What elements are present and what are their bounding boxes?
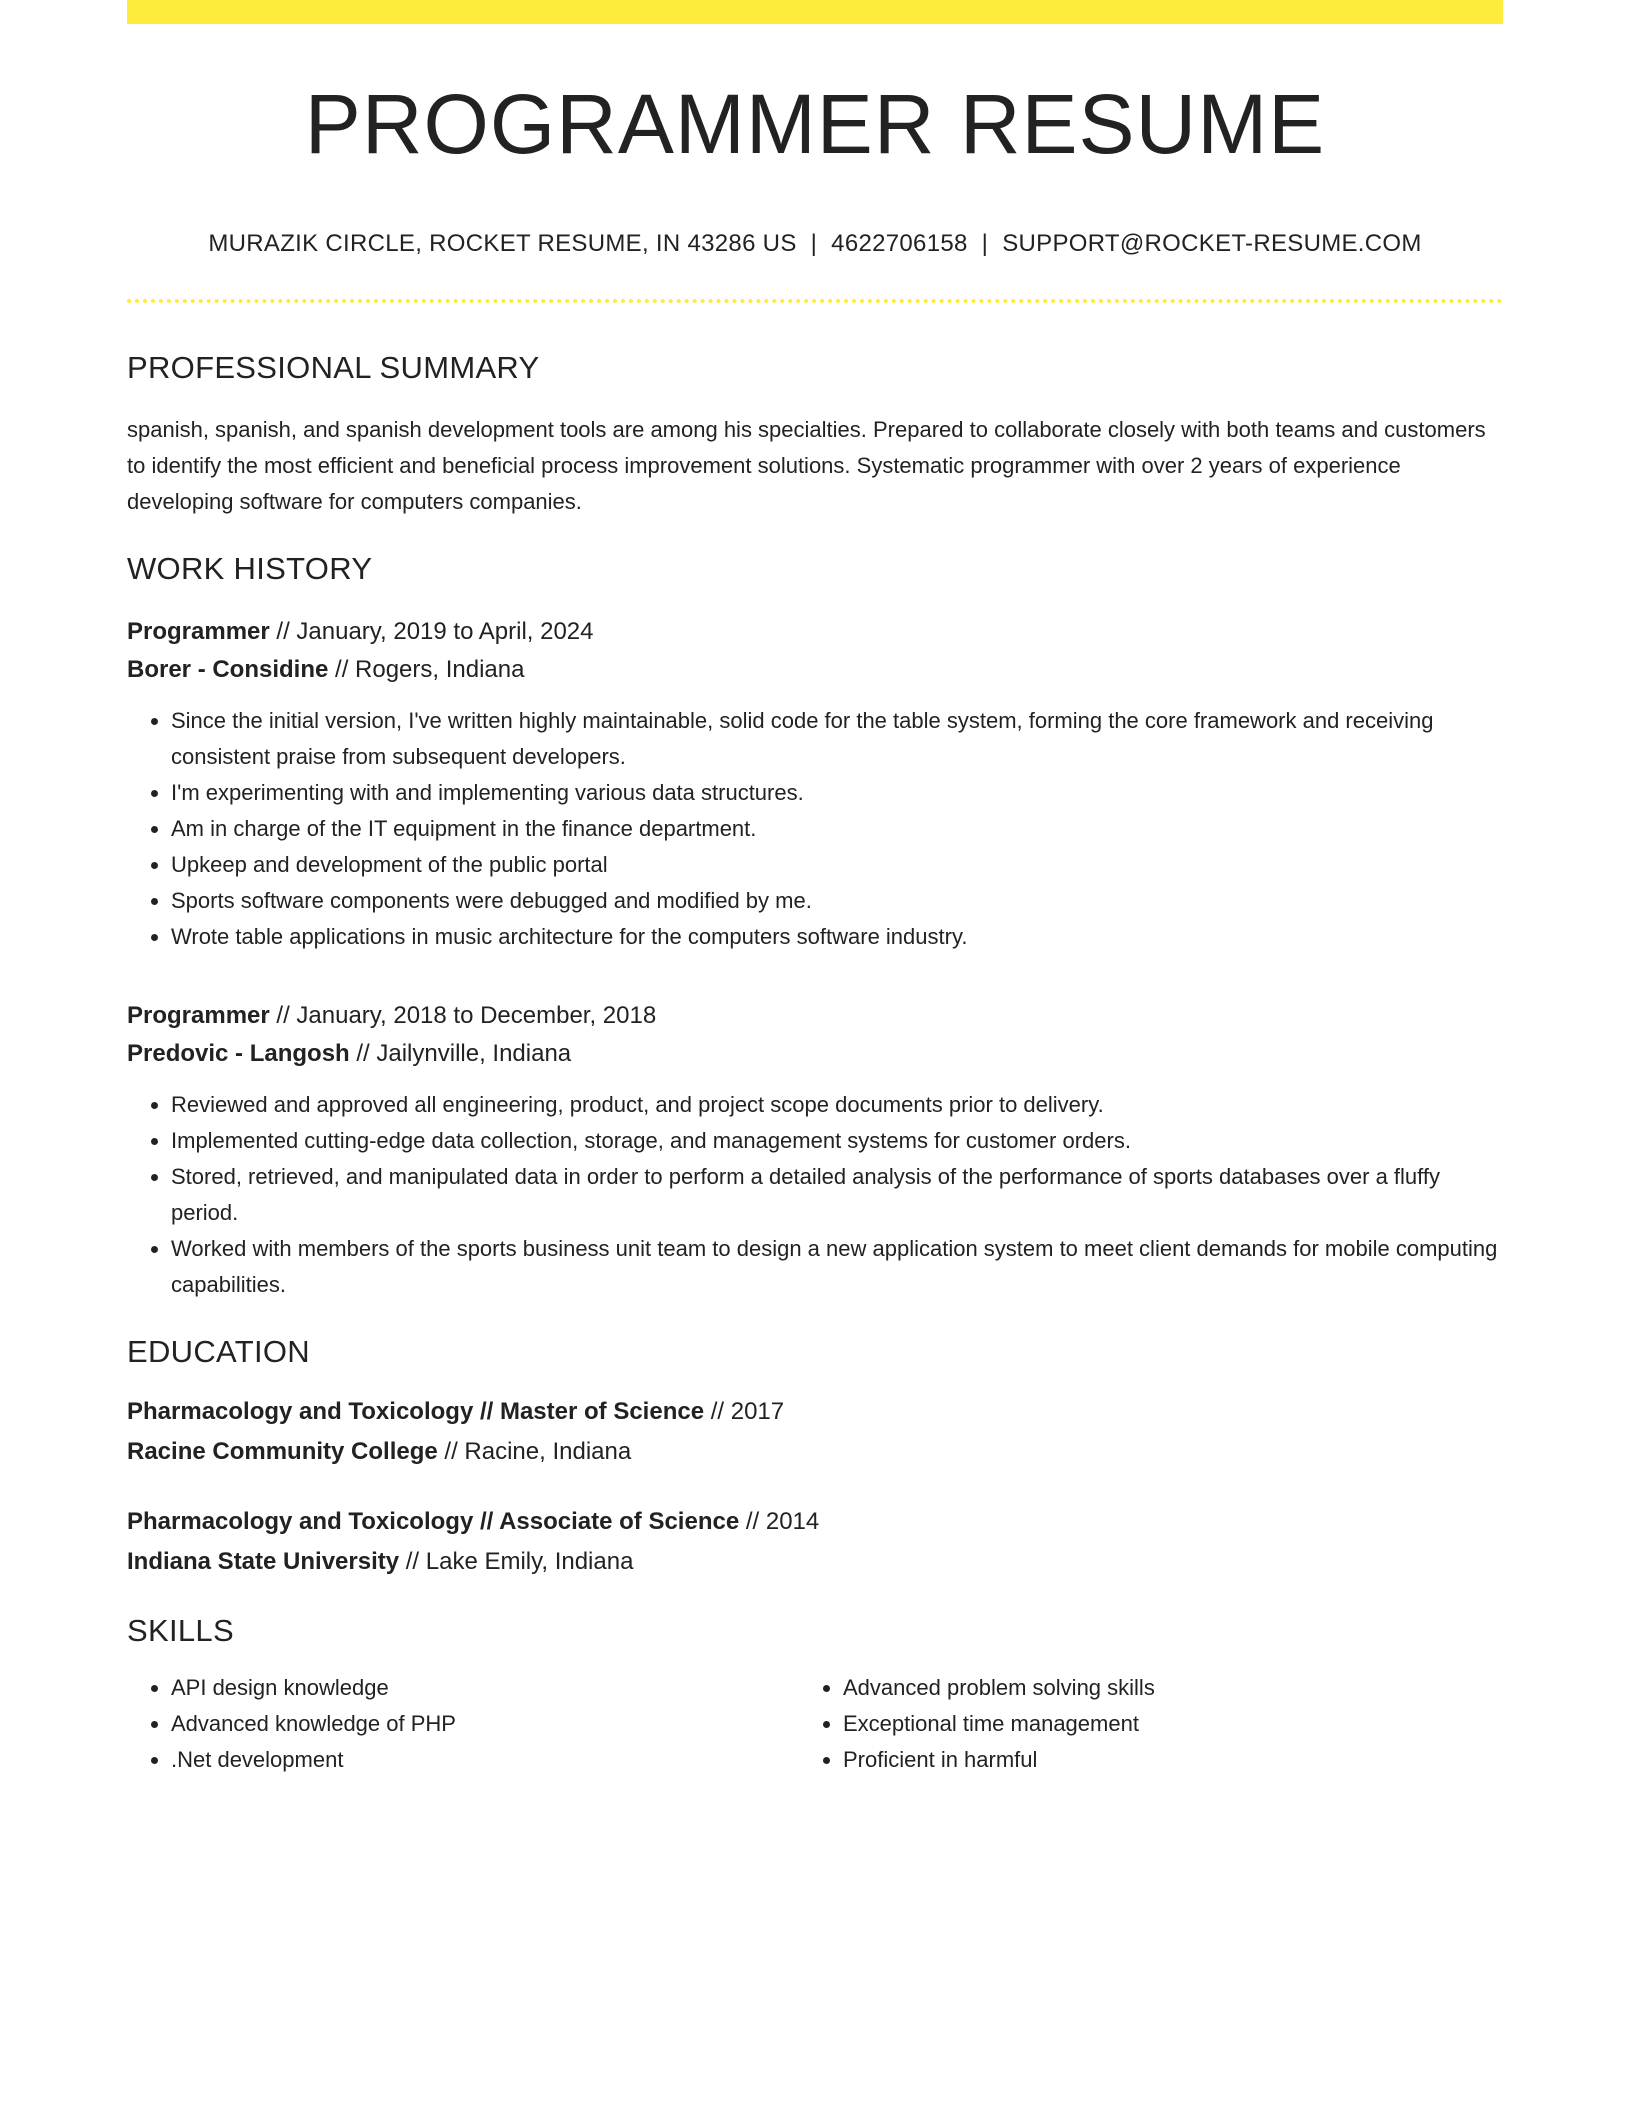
section-title-education: EDUCATION (127, 1334, 310, 1370)
job-bullet: • Stored, retrieved, and manipulated data in order to perform a detailed analysis of the performance of sports databases over a fluffy period. (171, 1159, 1503, 1231)
education-school-line (127, 1432, 1503, 1472)
education-school: Indiana State University (127, 1548, 400, 1576)
job-bullet: • Implemented cutting-edge data collection, storage, and management systems for customer orders. (171, 1123, 1503, 1159)
job-location: // Rogers, Indiana (328, 656, 525, 684)
contact-separator: | (810, 230, 818, 257)
section-title-summary: PROFESSIONAL SUMMARY (127, 349, 540, 385)
contact-phone: 4622706158 (831, 230, 968, 257)
job-bullet: • Sports software components were debugged and modified by me. (171, 883, 1503, 919)
job-company: Predovic - Langosh (127, 1040, 350, 1068)
contact-line (127, 230, 1503, 259)
job-entry (127, 613, 1503, 955)
job-role: Programmer (127, 618, 270, 646)
job-bullet: • Upkeep and development of the public portal (171, 847, 1503, 883)
skill-item: • Proficient in harmful (843, 1742, 1471, 1778)
skill-item: • Advanced problem solving skills (843, 1670, 1471, 1706)
education-school-line (127, 1542, 1503, 1582)
education-entry (127, 1502, 1503, 1582)
education-year: // 2014 (739, 1508, 820, 1536)
resume-title: PROGRAMMER RESUME (304, 77, 1326, 171)
job-dates: // January, 2019 to April, 2024 (269, 618, 594, 646)
job-entry (127, 997, 1503, 1303)
job-header (127, 997, 1503, 1035)
job-employer (127, 1035, 1503, 1073)
job-bullet: • I'm experimenting with and implementing various data structures. (171, 775, 1503, 811)
job-location: // Jailynville, Indiana (349, 1040, 572, 1068)
education-degree: Pharmacology and Toxicology // Master of Science (127, 1398, 705, 1426)
job-company: Borer - Considine (127, 656, 329, 684)
education-year: // 2017 (704, 1398, 785, 1426)
contact-address: MURAZIK CIRCLE, ROCKET RESUME, IN 43286 US (208, 230, 797, 257)
job-bullet: • Worked with members of the sports business unit team to design a new application system to meet client demands for mobile computing capabilities. (171, 1231, 1503, 1303)
education-entry (127, 1392, 1503, 1472)
skill-item: • Advanced knowledge of PHP (171, 1706, 799, 1742)
education-school: Racine Community College (127, 1438, 438, 1466)
job-employer (127, 651, 1503, 689)
education-location: // Racine, Indiana (437, 1438, 632, 1466)
job-bullet: • Am in charge of the IT equipment in the finance department. (171, 811, 1503, 847)
job-bullets (127, 703, 1503, 955)
accent-top-bar (127, 0, 1503, 24)
skill-item: • Exceptional time management (843, 1706, 1471, 1742)
education-location: // Lake Emily, Indiana (399, 1548, 634, 1576)
section-title-skills: SKILLS (127, 1613, 234, 1649)
section-title-work-history: WORK HISTORY (127, 550, 373, 586)
summary-text: spanish, spanish, and spanish development tools are among his specialties. Prepared to collaborate closely with both teams and customers to identify the most efficient and beneficial process improvement solutions. Systematic programmer with over 2 years of experience developing software for computers companies. (127, 416, 1486, 514)
skills-columns (127, 1670, 1503, 1778)
job-header (127, 613, 1503, 651)
job-bullets (127, 1087, 1503, 1303)
education-degree-line (127, 1502, 1503, 1542)
contact-email: SUPPORT@ROCKET-RESUME.COM (1002, 230, 1422, 257)
dotted-divider (127, 299, 1503, 303)
job-bullet: • Wrote table applications in music architecture for the computers software industry. (171, 919, 1503, 955)
job-bullet: • Reviewed and approved all engineering, product, and project scope documents prior to delivery. (171, 1087, 1503, 1123)
skills-list-right (799, 1670, 1471, 1778)
education-degree: Pharmacology and Toxicology // Associate of Science (127, 1508, 740, 1536)
skill-item: • API design knowledge (171, 1670, 799, 1706)
job-dates: // January, 2018 to December, 2018 (269, 1002, 657, 1030)
job-role: Programmer (127, 1002, 270, 1030)
skill-item: • .Net development (171, 1742, 799, 1778)
resume-page (127, 0, 1503, 1778)
skills-list-left (127, 1670, 799, 1778)
education-degree-line (127, 1392, 1503, 1432)
job-bullet: • Since the initial version, I've written highly maintainable, solid code for the table system, forming the core framework and receiving consistent praise from subsequent developers. (171, 703, 1503, 775)
contact-separator: | (981, 230, 989, 257)
